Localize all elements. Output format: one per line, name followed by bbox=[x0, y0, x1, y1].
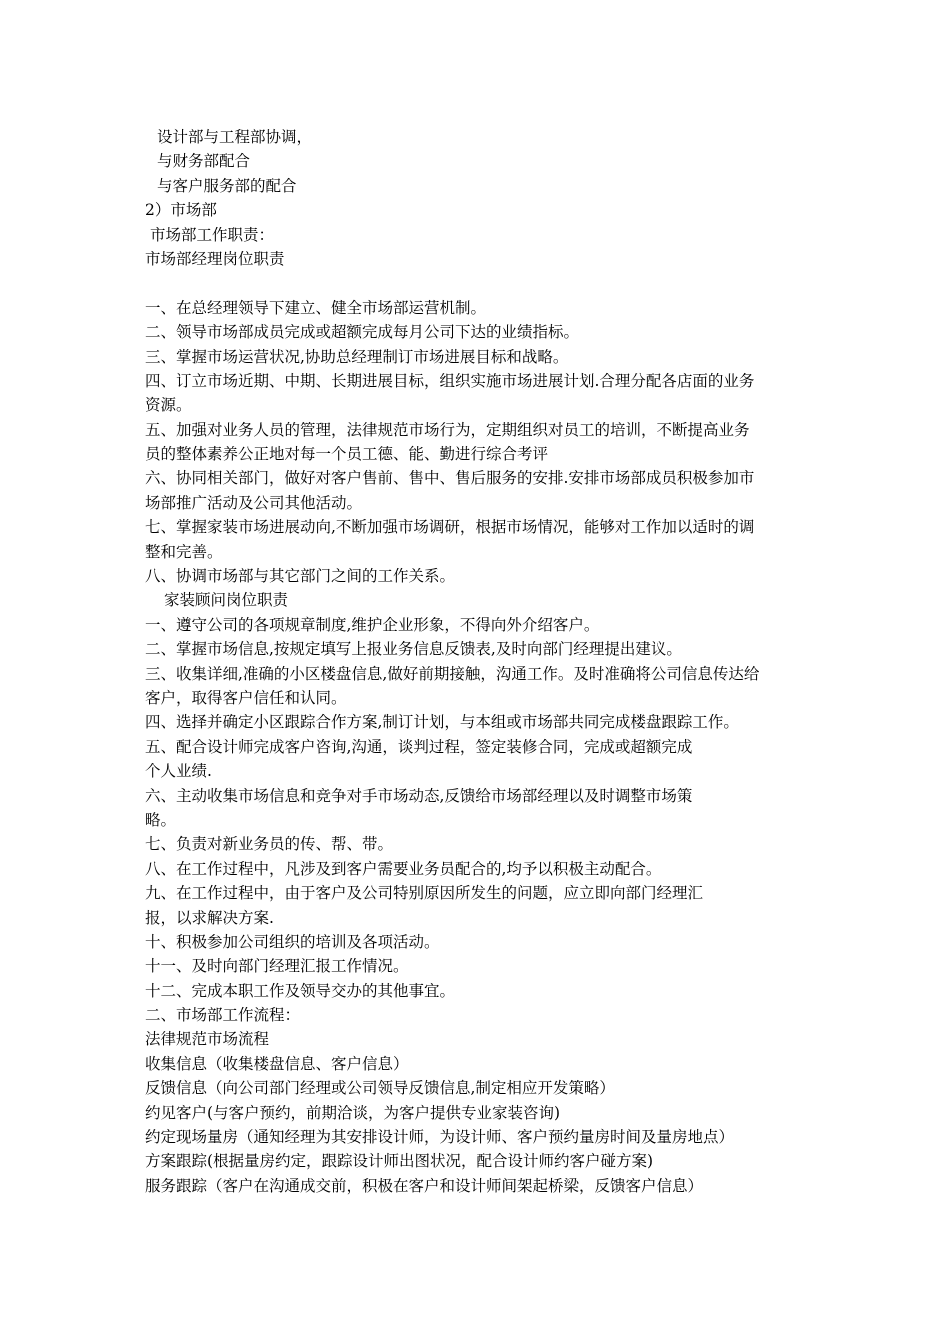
text-line: 一、遵守公司的各项规章制度,维护企业形象，不得向外介绍客户。 bbox=[145, 615, 600, 634]
text-line: 设计部与工程部协调， bbox=[157, 128, 313, 146]
text-line: 十、积极参加公司组织的培训及各项活动。 bbox=[145, 932, 440, 951]
subsection-heading: 法律规范市场流程 bbox=[145, 1030, 270, 1049]
text-line: 方案跟踪(根据量房约定，跟踪设计师出图状况，配合设计师约客户碰方案) bbox=[145, 1152, 654, 1171]
text-line: 七、掌握家装市场进展动向,不断加强市场调研，根据市场情况，能够对工作加以适时的调 bbox=[145, 518, 755, 537]
text-line: 资源。 bbox=[145, 396, 192, 415]
text-line: 一、在总经理领导下建立、健全市场部运营机制。 bbox=[145, 298, 487, 317]
text-line: 六、主动收集市场信息和竞争对手市场动态,反馈给市场部经理以及时调整市场策 bbox=[145, 786, 693, 805]
text-line: 市场部工作职责： bbox=[150, 225, 275, 244]
text-line: 与客户服务部的配合 bbox=[157, 176, 297, 195]
text-line: 服务跟踪（客户在沟通成交前，积极在客户和设计师间架起桥梁，反馈客户信息） bbox=[145, 1176, 704, 1195]
text-line: 员的整体素养公正地对每一个员工德、能、勤进行综合考评 bbox=[145, 445, 549, 464]
text-line: 约见客户(与客户预约，前期洽谈，为客户提供专业家装咨询) bbox=[145, 1103, 561, 1122]
text-line: 个人业绩. bbox=[145, 762, 212, 781]
text-line: 略。 bbox=[145, 810, 177, 829]
text-line: 约定现场量房（通知经理为其安排设计师，为设计师、客户预约量房时间及量房地点） bbox=[145, 1128, 735, 1147]
text-line: 六、协同相关部门，做好对客户售前、售中、售后服务的安排.安排市场部成员积极参加市 bbox=[145, 469, 755, 488]
text-line: 十二、完成本职工作及领导交办的其他事宜。 bbox=[145, 981, 456, 1000]
text-line: 五、配合设计师完成客户咨询,沟通，谈判过程，签定装修合同，完成或超额完成 bbox=[145, 737, 693, 756]
text-line: 九、在工作过程中，由于客户及公司特别原因所发生的问题，应立即向部门经理汇 bbox=[145, 884, 704, 903]
text-line: 七、负责对新业务员的传、帮、带。 bbox=[145, 835, 394, 854]
document-body bbox=[145, 125, 813, 1198]
text-line: 二、领导市场部成员完成或超额完成每月公司下达的业绩指标。 bbox=[145, 323, 580, 342]
text-line: 报，以求解决方案. bbox=[145, 908, 274, 927]
text-line: 收集信息（收集楼盘信息、客户信息） bbox=[145, 1054, 409, 1073]
section-heading: 二、市场部工作流程： bbox=[145, 1006, 301, 1025]
text-line: 十一、及时向部门经理汇报工作情况。 bbox=[145, 957, 409, 976]
text-line: 场部推广活动及公司其他活动。 bbox=[145, 493, 363, 512]
subsection-heading: 家装顾问岗位职责 bbox=[164, 591, 289, 610]
text-line: 八、协调市场部与其它部门之间的工作关系。 bbox=[145, 567, 456, 586]
text-line: 与财务部配合 bbox=[157, 152, 251, 171]
text-line: 五、加强对业务人员的管理，法律规范市场行为，定期组织对员工的培训，不断提高业务 bbox=[145, 420, 750, 439]
blank-line bbox=[145, 271, 813, 295]
text-line: 客户，取得客户信任和认同。 bbox=[145, 688, 347, 707]
section-heading: 2）市场部 bbox=[145, 201, 217, 220]
text-line: 四、选择并确定小区跟踪合作方案,制订计划，与本组或市场部共同完成楼盘跟踪工作。 bbox=[145, 713, 739, 732]
subsection-heading: 市场部经理岗位职责 bbox=[145, 249, 285, 268]
text-line: 三、掌握市场运营状况,协助总经理制订市场进展目标和战略。 bbox=[145, 347, 569, 366]
text-line: 八、在工作过程中，凡涉及到客户需要业务员配合的,均予以积极主动配合。 bbox=[145, 859, 662, 878]
text-line: 反馈信息（向公司部门经理或公司领导反馈信息,制定相应开发策略） bbox=[145, 1079, 615, 1098]
text-line: 整和完善。 bbox=[145, 542, 223, 561]
text-line: 二、掌握市场信息,按规定填写上报业务信息反馈表,及时向部门经理提出建议。 bbox=[145, 640, 682, 659]
text-line: 四、订立市场近期、中期、长期进展目标，组织实施市场进展计划.合理分配各店面的业务 bbox=[145, 371, 755, 390]
text-line: 三、收集详细,准确的小区楼盘信息,做好前期接触，沟通工作。及时准确将公司信息传达给 bbox=[145, 664, 760, 683]
